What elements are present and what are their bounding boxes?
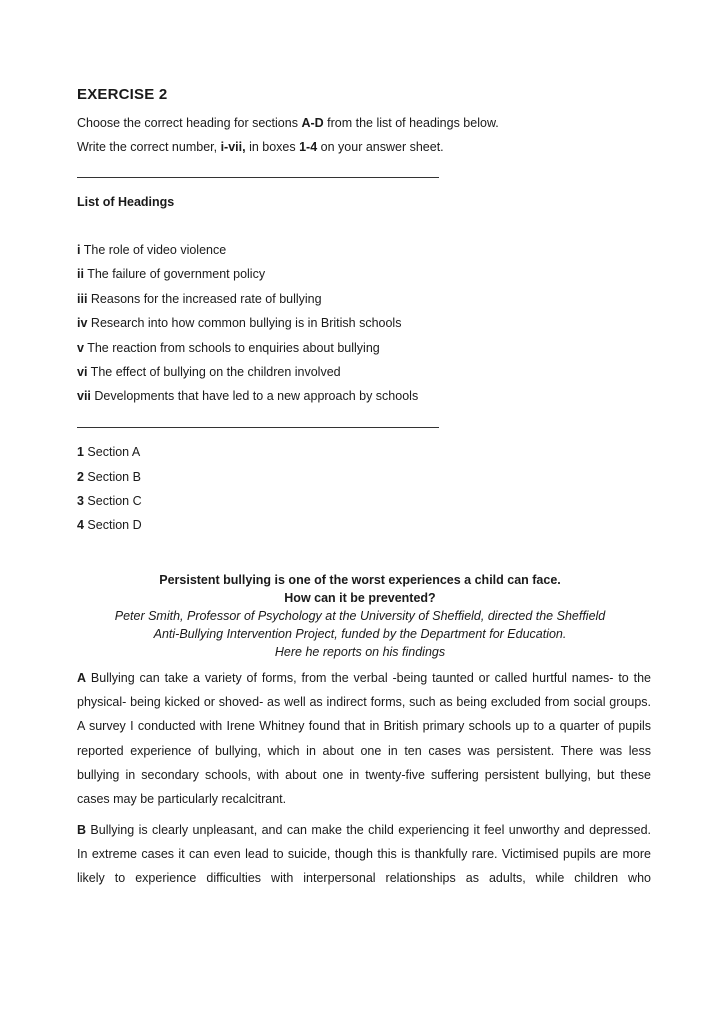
paragraph-line: likely to experience difficulties with interpersonal relationships as adults, while children who: [77, 871, 651, 886]
section-text: Section A: [83, 445, 141, 459]
heading-item: [77, 316, 401, 330]
paragraph-letter: A: [77, 671, 87, 685]
heading-text: The failure of government policy: [83, 267, 266, 281]
paragraph-line: In extreme cases it can even lead to suicide, though this is thankfully rare. Victimised pupils are more: [77, 847, 651, 862]
section-item: [77, 494, 142, 508]
article-byline-2: Anti-Bullying Intervention Project, funded by the Department for Education.: [153, 627, 567, 641]
heading-text: The role of video violence: [80, 243, 227, 257]
divider-top: [77, 177, 439, 178]
article-byline-1: Peter Smith, Professor of Psychology at the University of Sheffield, directed the Sheffield: [114, 609, 606, 623]
section-num: 3: [77, 494, 84, 508]
divider-bottom: [77, 427, 439, 428]
paragraph-b: [77, 818, 651, 891]
section-item: [77, 518, 142, 532]
heading-text: The effect of bullying on the children involved: [87, 365, 341, 379]
article-title-line-2: How can it be prevented?: [284, 591, 436, 605]
instr1-bold: A-D: [301, 116, 324, 130]
paragraph-a: [77, 666, 651, 811]
heading-num: iv: [77, 316, 88, 330]
exercise-title: EXERCISE 2: [77, 86, 168, 103]
heading-text: Research into how common bullying is in British schools: [87, 316, 402, 330]
heading-num: vii: [77, 389, 91, 403]
section-text: Section B: [83, 470, 141, 484]
section-num: 2: [77, 470, 84, 484]
headings-list-title: List of Headings: [77, 195, 175, 209]
heading-num: v: [77, 341, 84, 355]
heading-item: [77, 341, 380, 355]
instr2-bold2: 1-4: [299, 140, 318, 154]
paragraph-line: physical- being kicked or shoved- as well as indirect forms, such as being excluded from social groups.: [77, 695, 651, 710]
instr2-post: on your answer sheet.: [317, 140, 444, 154]
instr2-bold: i-vii,: [220, 140, 246, 154]
heading-text: The reaction from schools to enquiries about bullying: [83, 341, 380, 355]
paragraph-text: Bullying is clearly unpleasant, and can make the child experiencing it feel unworthy and depressed.: [86, 823, 651, 837]
heading-item: [77, 365, 341, 379]
heading-item: [77, 267, 265, 281]
heading-num: iii: [77, 292, 88, 306]
article-title-line-1: Persistent bullying is one of the worst experiences a child can face.: [159, 573, 561, 587]
paragraph-line: cases may be particularly recalcitrant.: [77, 792, 287, 807]
paragraph-letter: B: [77, 823, 87, 837]
heading-text: Reasons for the increased rate of bullying: [87, 292, 322, 306]
heading-num: i: [77, 243, 81, 257]
heading-text: Developments that have led to a new approach by schools: [90, 389, 419, 403]
section-item: [77, 445, 140, 459]
heading-item: [77, 389, 418, 403]
section-text: Section D: [83, 518, 142, 532]
instr1-pre: Choose the correct heading for sections: [77, 116, 302, 130]
instr2-pre: Write the correct number,: [77, 140, 221, 154]
instruction-line-1: [77, 116, 499, 130]
section-item: [77, 470, 141, 484]
heading-num: ii: [77, 267, 84, 281]
instruction-line-2: [77, 140, 444, 154]
article-byline-3: Here he reports on his findings: [274, 645, 446, 659]
heading-item: [77, 292, 322, 306]
paragraph-line: [77, 818, 651, 842]
paragraph-line: [77, 666, 651, 690]
paragraph-text: Bullying can take a variety of forms, from the verbal -being taunted or called hurtful names- to the: [86, 671, 651, 685]
paragraph-line: A survey I conducted with Irene Whitney found that in British primary schools up to a quarter of pupils: [77, 719, 651, 734]
section-num: 1: [77, 445, 84, 459]
heading-item: [77, 243, 226, 257]
section-text: Section C: [83, 494, 142, 508]
instr2-mid: in boxes: [245, 140, 300, 154]
paragraph-line: bullying in secondary schools, with about one in twenty-five suffering persistent bullying, but these: [77, 767, 651, 782]
heading-num: vi: [77, 365, 88, 379]
instr1-post: from the list of headings below.: [323, 116, 499, 130]
paragraph-line: reported experience of bullying, which in about one in ten cases was persistent. There was less: [77, 743, 651, 758]
section-num: 4: [77, 518, 84, 532]
